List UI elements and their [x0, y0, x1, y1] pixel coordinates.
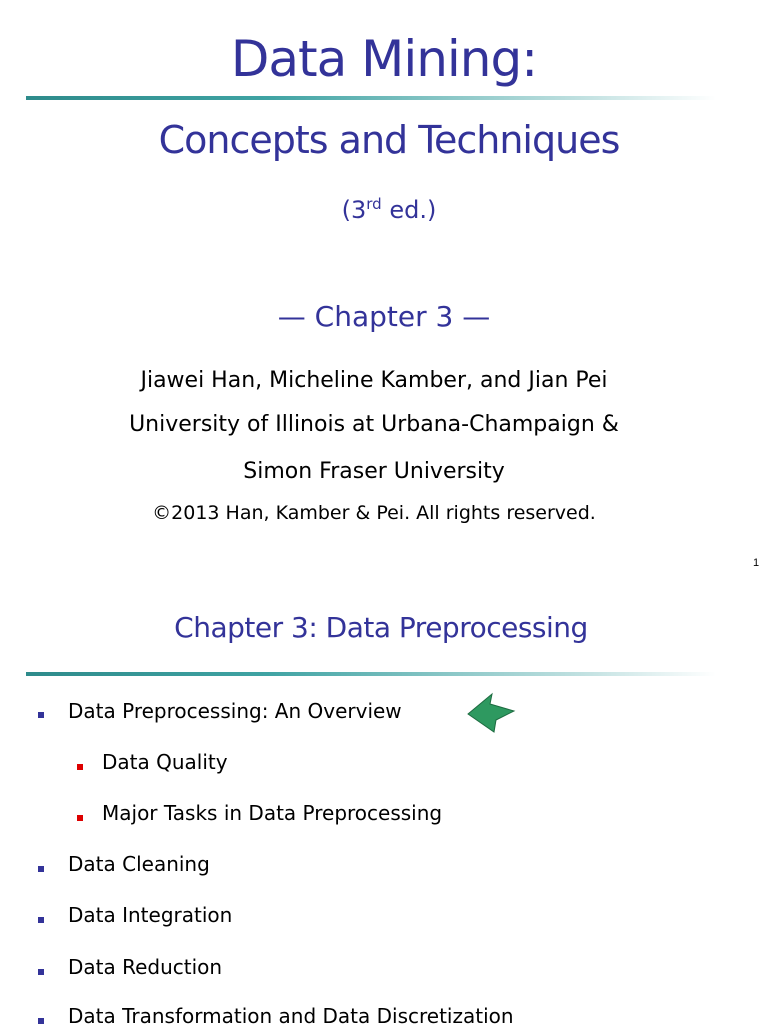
bullet-icon — [38, 712, 44, 718]
copyright-notice: ©2013 Han, Kamber & Pei. All rights reserved. — [152, 502, 596, 524]
slide-title: Chapter 3: Data Preprocessing — [174, 611, 588, 644]
outline-item: Data Integration — [68, 903, 233, 927]
slide-title: Data Mining: — [230, 30, 538, 88]
bullet-icon — [77, 815, 83, 821]
title-divider — [26, 96, 716, 100]
slide-subtitle: Concepts and Techniques — [158, 118, 620, 162]
authors: Jiawei Han, Micheline Kamber, and Jian Pei — [140, 368, 608, 393]
bullet-icon — [38, 1018, 44, 1024]
affiliation-line-2: Simon Fraser University — [243, 459, 505, 484]
bullet-icon — [38, 917, 44, 923]
outline-item: Data Cleaning — [68, 852, 210, 876]
outline-item: Data Preprocessing: An Overview — [68, 699, 402, 723]
outline-subitem: Data Quality — [102, 750, 228, 774]
edition-superscript: rd — [366, 195, 382, 213]
title-divider — [26, 672, 716, 676]
affiliation-line-1: University of Illinois at Urbana-Champaign & — [129, 412, 619, 437]
page-number: 1 — [752, 557, 760, 569]
chapter-label: — Chapter 3 — — [277, 300, 491, 333]
edition-label: (3rd ed.) — [341, 195, 437, 224]
outline-item: Data Transformation and Data Discretization — [68, 1004, 514, 1028]
outline-item: Data Reduction — [68, 955, 223, 979]
outline-subitem: Major Tasks in Data Preprocessing — [102, 801, 443, 825]
bullet-icon — [38, 866, 44, 872]
bullet-icon — [38, 969, 44, 975]
arrow-left-icon — [466, 692, 516, 734]
bullet-icon — [77, 764, 83, 770]
